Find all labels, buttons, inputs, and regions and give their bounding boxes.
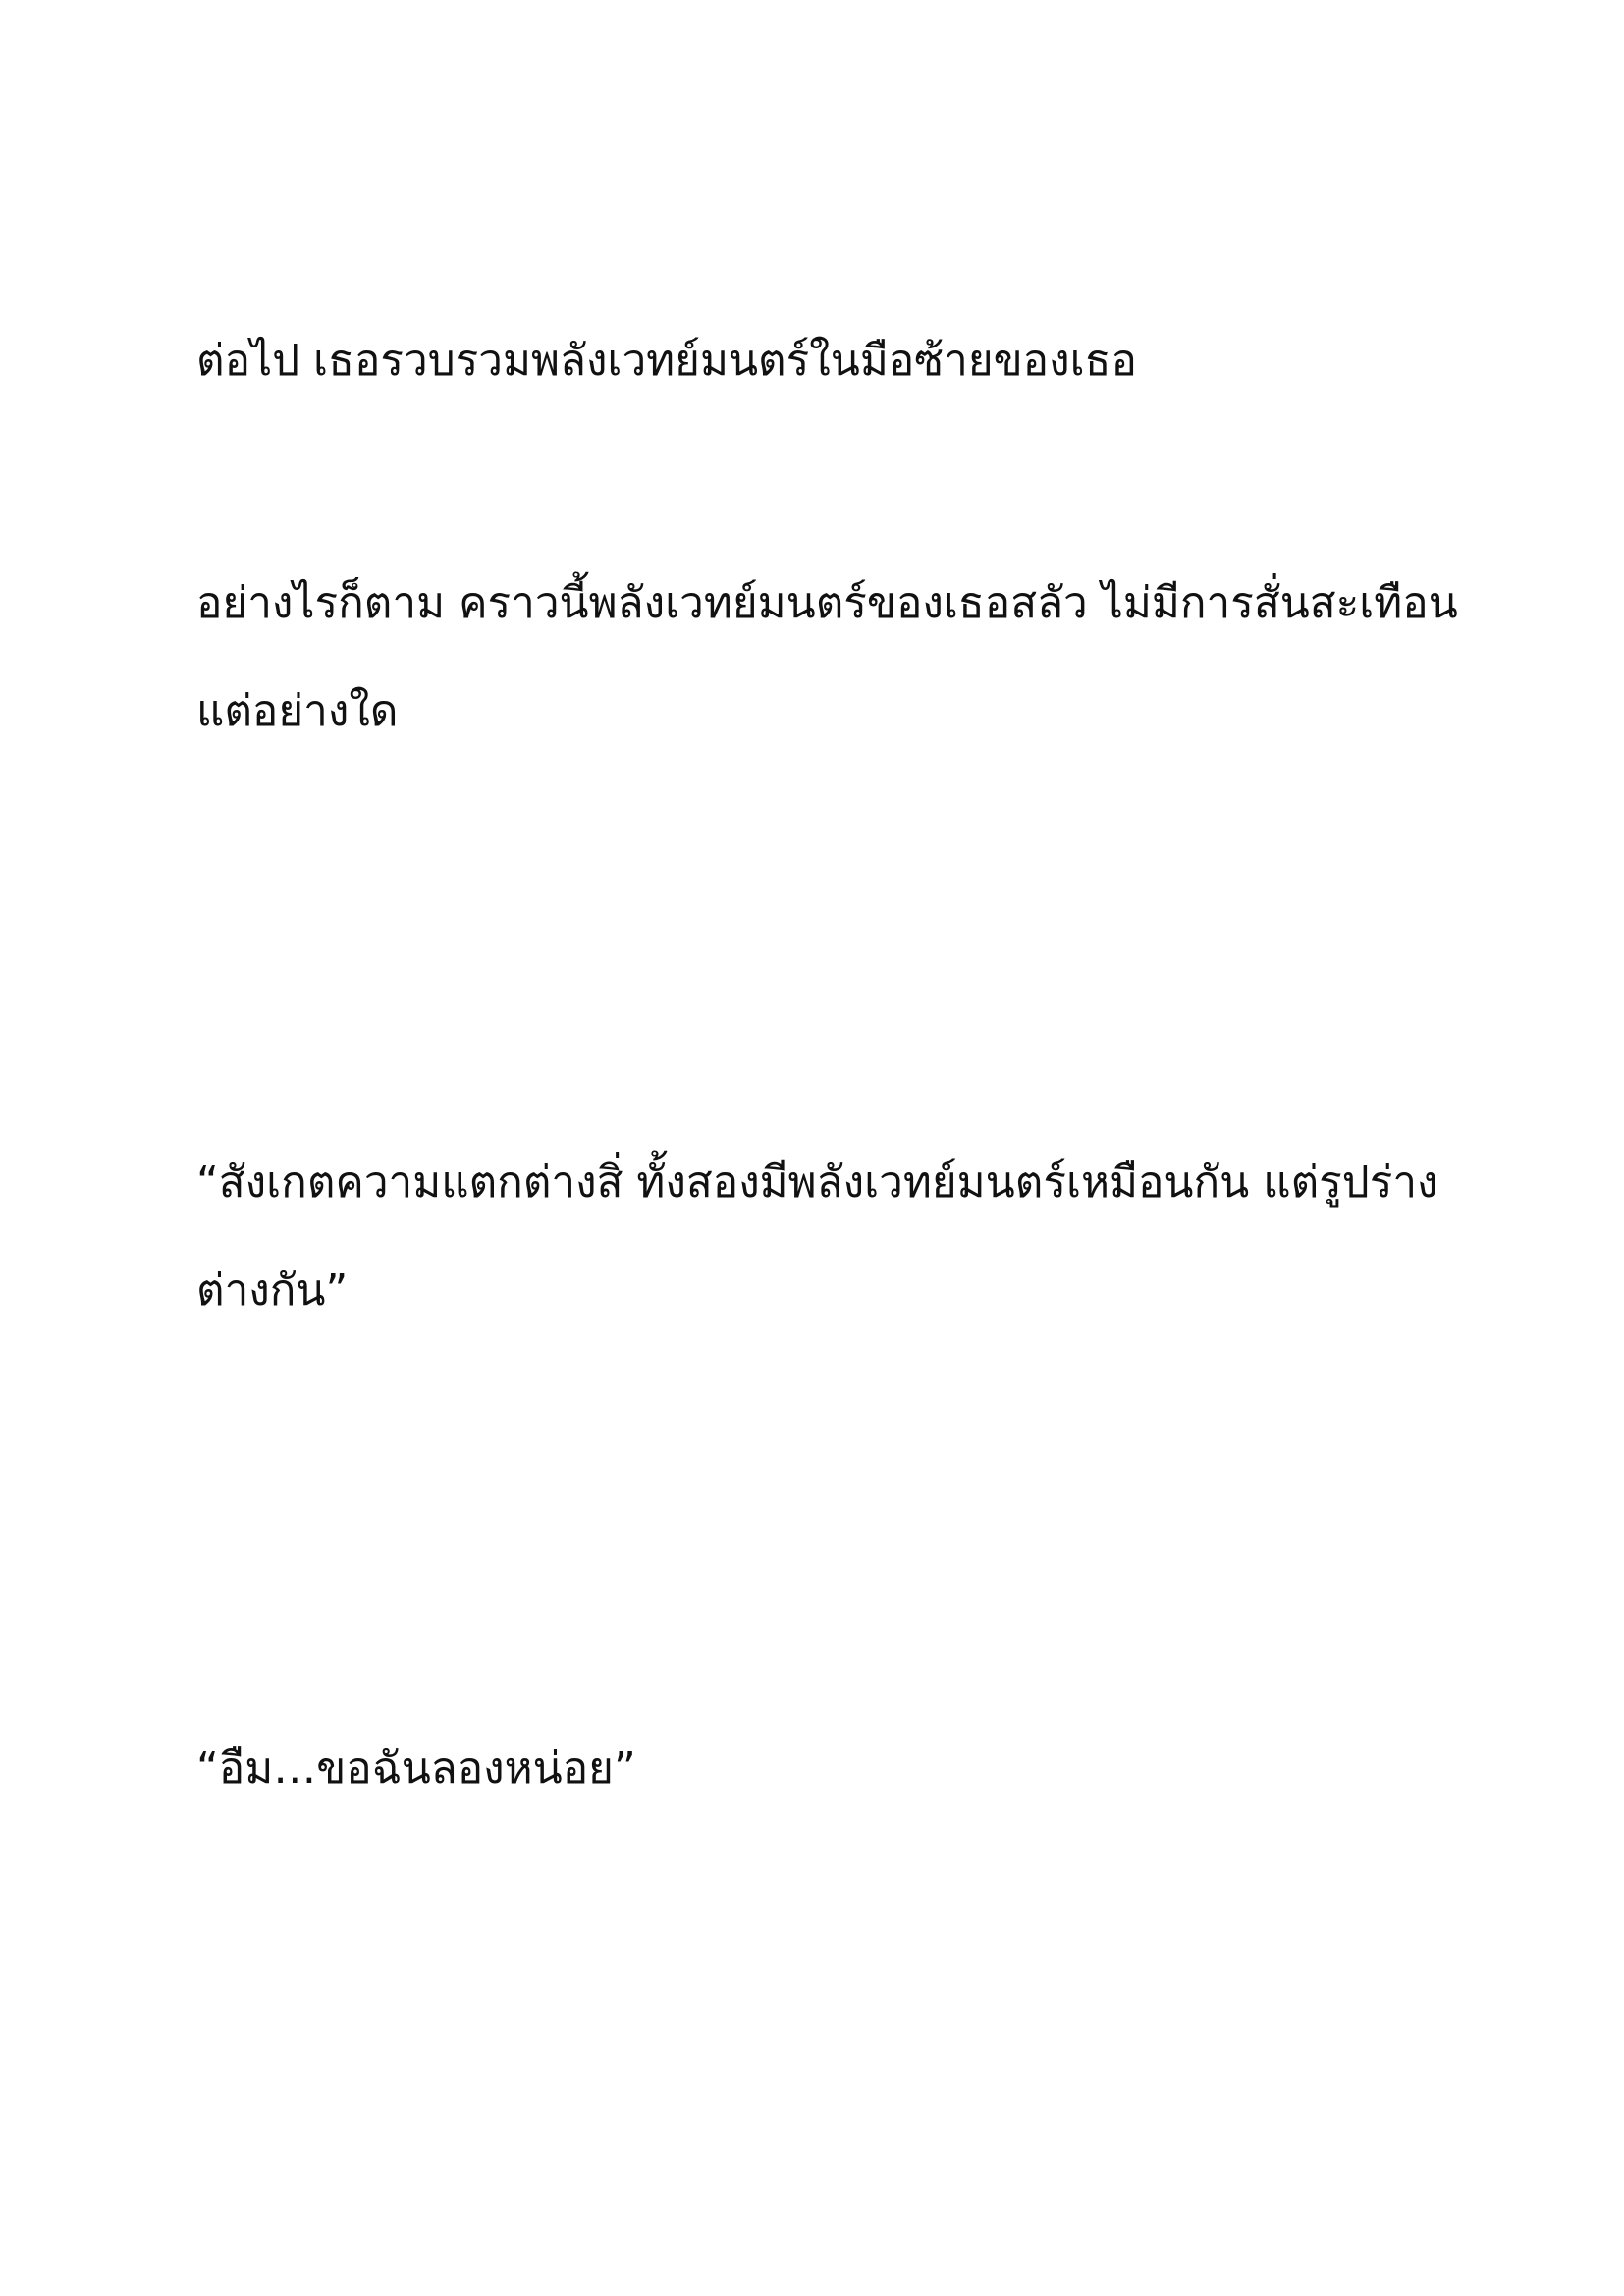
paragraph-4 — [196, 1715, 1463, 1823]
paragraph-line: แต่อย่างใด — [196, 686, 399, 736]
paragraph-line: ต่อไป เธอรวบรวมพลังเวทย์มนตร์ในมือซ้ายของเธอ — [196, 336, 1137, 386]
paragraph-1 — [196, 307, 1463, 415]
paragraph-line: “อืม…ขอฉันลองหน่อย” — [196, 1743, 636, 1793]
paragraph-2 — [196, 550, 1463, 766]
paragraph-3 — [196, 1129, 1463, 1345]
paragraph-line: ต่างกัน” — [196, 1265, 349, 1315]
paragraph-line: อย่างไรก็ตาม คราวนี้พลังเวทย์มนตร์ของเธอสลัว ไม่มีการสั่นสะเทือน — [196, 578, 1458, 628]
paragraph-line: “สังเกตความแตกต่างสิ่ ทั้งสองมีพลังเวทย์มนตร์เหมือนกัน แต่รูปร่าง — [196, 1157, 1438, 1207]
